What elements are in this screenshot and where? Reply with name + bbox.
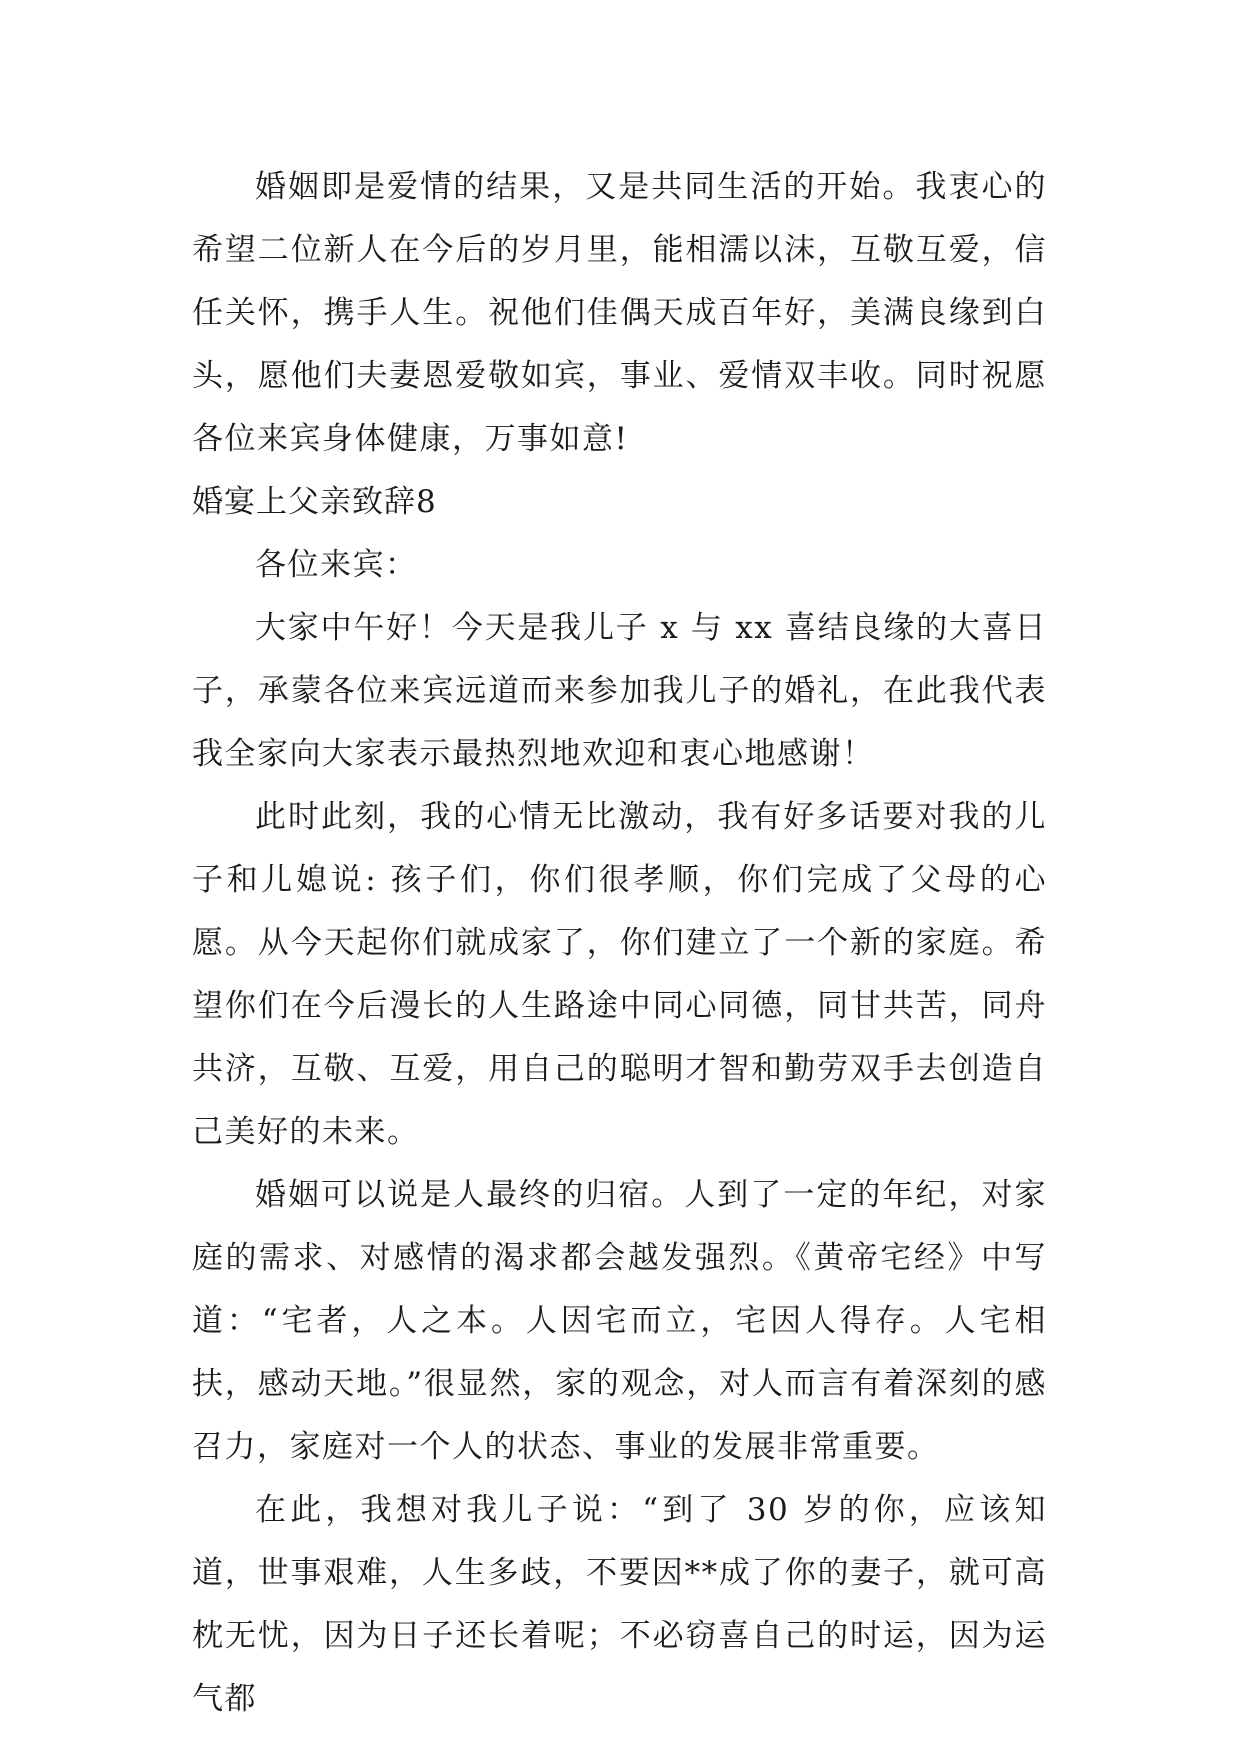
paragraph-to-son: 在此，我想对我儿子说：“到了 30 岁的你，应该知道，世事艰难，人生多歧，不要因**成了你的妻子，就可高枕无忧，因为日子还长着呢；不必窃喜自己的时运，因为运气都 (192, 1492, 1047, 1717)
paragraph-closing-wishes: 婚姻即是爱情的结果，又是共同生活的开始。我衷心的希望二位新人在今后的岁月里，能相濡以沫，互敬互爱，信任关怀，携手人生。祝他们佳偶天成百年好，美满良缘到白头，愿他们夫妻恩爱敬如宾，事业、爱情双丰收。同时祝愿各位来宾身体健康，万事如意! (192, 169, 1047, 457)
paragraph-to-children: 此时此刻，我的心情无比激动，我有好多话要对我的儿子和儿媳说: 孩子们，你们很孝顺，你们完成了父母的心愿。从今天起你们就成家了，你们建立了一个新的家庭。希望你们在今后漫长的人生路途中同心同德，同甘共苦，同舟共济，互敬、互爱，用自己的聪明才智和勤劳双手去创造自己美好的未来。 (192, 799, 1047, 1150)
paragraph-marriage-home: 婚姻可以说是人最终的归宿。人到了一定的年纪，对家庭的需求、对感情的渴求都会越发强烈。《黄帝宅经》中写道：“宅者，人之本。人因宅而立，宅因人得存。人宅相扶，感动天地。”很显然，家的观念，对人而言有着深刻的感召力，家庭对一个人的状态、事业的发展非常重要。 (192, 1177, 1047, 1465)
section-heading: 婚宴上父亲致辞8 (192, 484, 437, 520)
salutation: 各位来宾： (255, 547, 418, 583)
paragraph-greeting: 大家中午好！今天是我儿子 x 与 xx 喜结良缘的大喜日子，承蒙各位来宾远道而来参加我儿子的婚礼，在此我代表我全家向大家表示最热烈地欢迎和衷心地感谢！ (192, 610, 1047, 772)
document-page (192, 156, 1047, 1731)
